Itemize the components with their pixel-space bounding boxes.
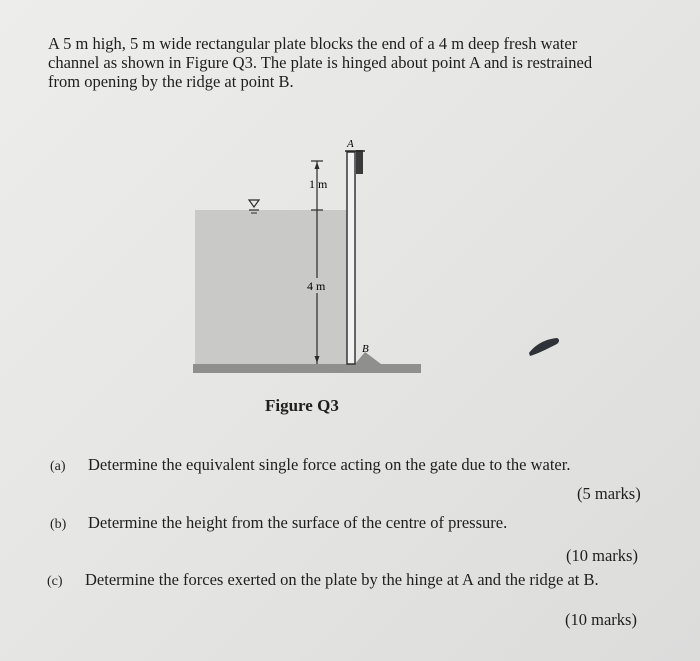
question-b-text: Determine the height from the surface of the centre of pressure.: [88, 513, 508, 532]
figure-caption: Figure Q3: [265, 396, 339, 415]
question-c: [47, 570, 599, 590]
gate-diagram-svg: [185, 138, 430, 378]
hinge-a-block: [356, 150, 363, 174]
question-b: [50, 513, 507, 533]
free-surface-symbol: [249, 200, 259, 207]
dim-1m-label: 1 m: [309, 177, 328, 191]
label-b: B: [362, 343, 369, 355]
figure-q3-diagram: [185, 138, 430, 378]
problem-line-2: channel as shown in Figure Q3. The plate is hinged about point A and is restrained: [48, 53, 593, 72]
gate-plate: [347, 152, 355, 364]
question-b-label: (b): [50, 517, 67, 532]
question-c-label: (c): [47, 574, 63, 589]
dim-4m-label: 4 m: [307, 279, 326, 293]
question-a-text: Determine the equivalent single force acting on the gate due to the water.: [88, 455, 571, 474]
channel-floor: [193, 364, 421, 373]
question-a-label: (a): [50, 459, 66, 474]
question-a: [50, 455, 570, 475]
ink-smudge-mark: [527, 335, 561, 357]
problem-statement: [48, 34, 648, 91]
question-c-text: Determine the forces exerted on the plate by the hinge at A and the ridge at B.: [85, 570, 599, 589]
question-a-marks: (5 marks): [577, 484, 641, 503]
question-b-marks: (10 marks): [566, 546, 638, 565]
problem-line-3: from opening by the ridge at point B.: [48, 72, 294, 91]
dim-1m-arrow-up: [315, 162, 320, 169]
question-c-marks: (10 marks): [565, 610, 637, 629]
problem-line-1: A 5 m high, 5 m wide rectangular plate blocks the end of a 4 m deep fresh water: [48, 34, 578, 53]
label-a: A: [347, 138, 354, 150]
